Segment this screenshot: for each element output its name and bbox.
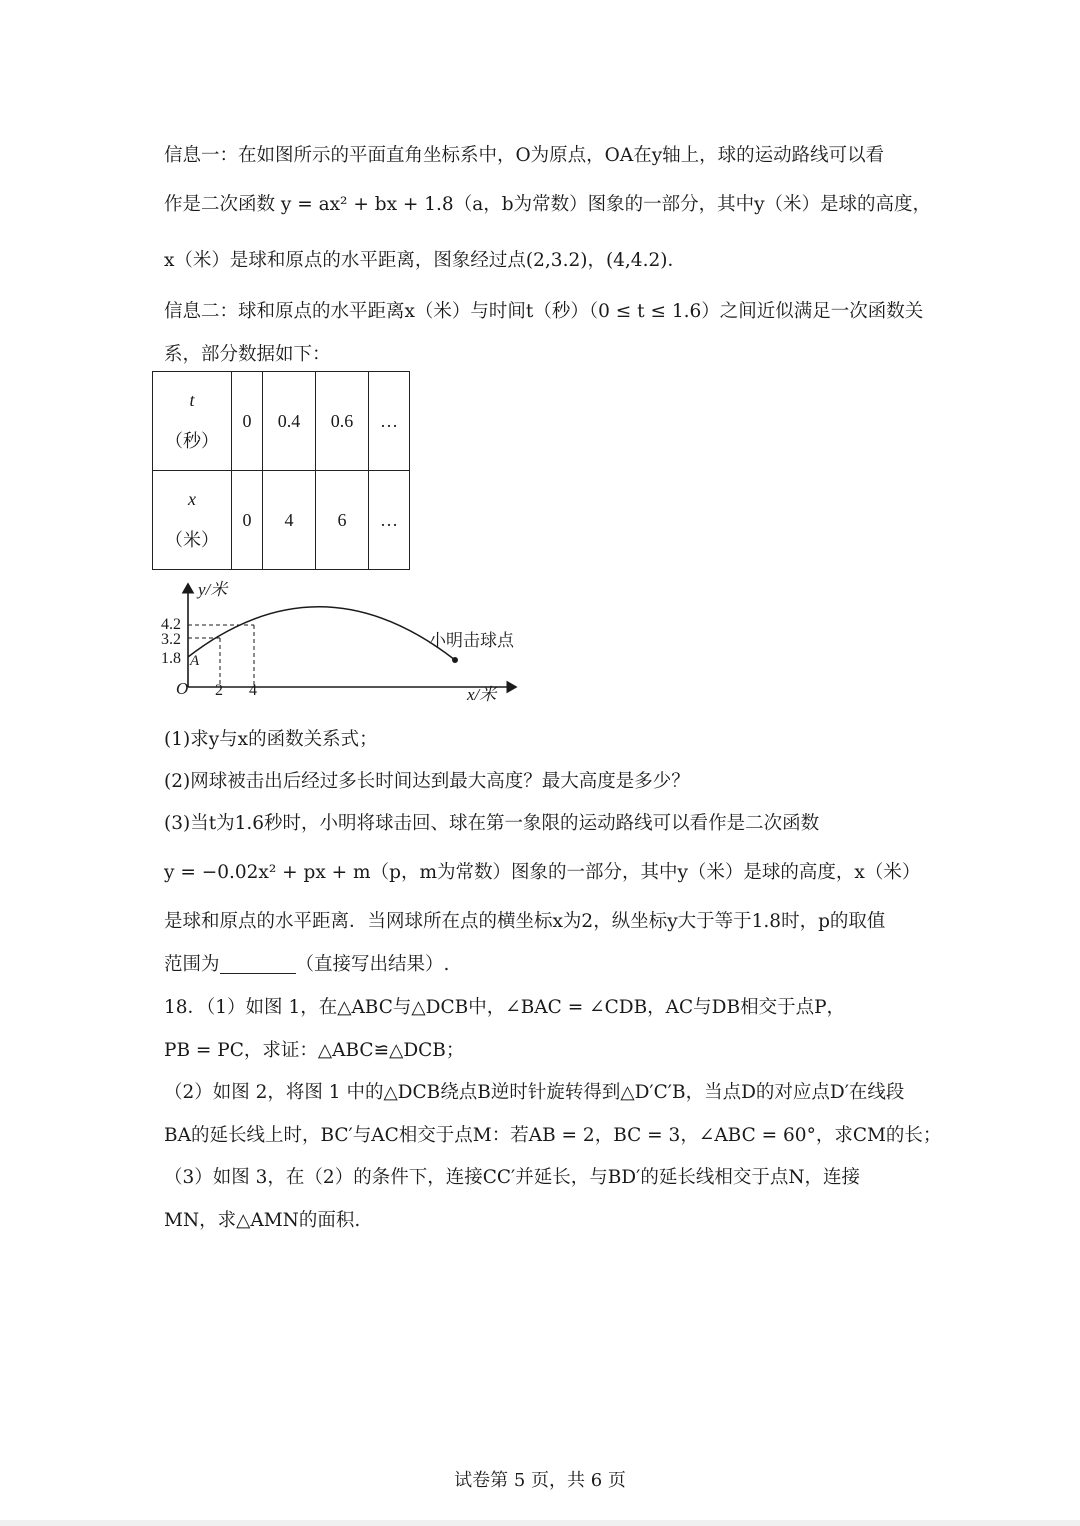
q17-part3-line3: 是球和原点的水平距离．当网球所在点的横坐标x为2，纵坐标y大于等于1.8时，p的取值	[164, 911, 886, 932]
table-row	[153, 372, 410, 471]
trajectory-curve	[188, 607, 455, 660]
info1-line2: 作是二次函数 y = ax² + bx + 1.8（a，b为常数）图象的一部分，其中y（米）是球的高度，	[164, 194, 932, 215]
q18-line6: MN，求△AMN的面积.	[164, 1210, 361, 1231]
q17-part3-line4	[164, 950, 449, 976]
q17-range-note: （直接写出结果）.	[295, 954, 450, 975]
table-header-t	[153, 372, 232, 471]
info1-line1: 信息一：在如图所示的平面直角坐标系中，O为原点，OA在y轴上，球的运动路线可以看	[164, 145, 885, 166]
answer-blank[interactable]	[220, 953, 296, 974]
table-cell: 4	[263, 471, 316, 570]
q17-part1: (1)求y与x的函数关系式；	[164, 729, 378, 750]
x-tick-2: 2	[215, 682, 223, 699]
q18-line5: （3）如图 3，在（2）的条件下，连接CC′并延长，与BD′的延长线相交于点N，连接	[164, 1167, 861, 1188]
data-table	[152, 371, 410, 570]
q18-line4: BA的延长线上时，BC′与AC相交于点M：若AB = 2，BC = 3，∠ABC = 60°，求CM的长；	[164, 1125, 942, 1146]
x-axis-label: x/米	[467, 685, 497, 704]
y-tick-4-2: 4.2	[161, 616, 181, 633]
table-row	[153, 471, 410, 570]
table-cell: …	[369, 372, 410, 471]
table-cell: 0.4	[263, 372, 316, 471]
table-cell: 0	[232, 372, 263, 471]
q18-line3: （2）如图 2，将图 1 中的△DCB绕点B逆时针旋转得到△D′C′B，当点D的对应点D′在线段	[164, 1082, 905, 1103]
table-header-x	[153, 471, 232, 570]
q17-part3-line2: y = −0.02x² + px + m（p，m为常数）图象的一部分，其中y（米）是球的高度，x（米）	[164, 862, 921, 883]
point-a-label: A	[190, 653, 200, 669]
q17-range-label: 范围为	[164, 954, 220, 975]
y-tick-3-2: 3.2	[161, 631, 181, 648]
info1-line3: x（米）是球和原点的水平距离，图象经过点(2,3.2)，(4,4.2)．	[164, 250, 686, 271]
q17-part2: (2)网球被击出后经过多长时间达到最大高度？最大高度是多少？	[164, 771, 690, 792]
q18-line2: PB = PC，求证：△ABC≌△DCB；	[164, 1040, 465, 1061]
page-footer: 试卷第 5 页，共 6 页	[454, 1470, 626, 1491]
table-unit-meters: （米）	[165, 530, 219, 551]
info2-line1: 信息二：球和原点的水平距离x（米）与时间t（秒）（0 ≤ t ≤ 1.6）之间近似满足一次函数关	[164, 301, 924, 322]
bottom-edge	[0, 1520, 1080, 1526]
q17-part3-line1: (3)当t为1.6秒时，小明将球击回、球在第一象限的运动路线可以看作是二次函数	[164, 813, 820, 834]
hit-point-annotation: 小明击球点	[429, 631, 514, 651]
table-cell: …	[369, 471, 410, 570]
x-tick-4: 4	[249, 682, 257, 699]
trajectory-graph	[150, 570, 530, 710]
origin-label: O	[176, 679, 189, 698]
y-tick-1-8: 1.8	[161, 650, 181, 667]
table-unit-seconds: （秒）	[165, 431, 219, 452]
q18-line1: 18．（1）如图 1，在△ABC与△DCB中，∠BAC = ∠CDB，AC与DB相交于点P，	[164, 997, 846, 1018]
table-var-t: t	[189, 390, 195, 410]
table-var-x: x	[188, 489, 196, 509]
table-cell: 0	[232, 471, 263, 570]
hit-point	[452, 657, 458, 663]
y-axis-label: y/米	[198, 580, 228, 599]
info2-line2: 系，部分数据如下：	[164, 344, 331, 365]
table-cell: 0.6	[316, 372, 369, 471]
table-cell: 6	[316, 471, 369, 570]
